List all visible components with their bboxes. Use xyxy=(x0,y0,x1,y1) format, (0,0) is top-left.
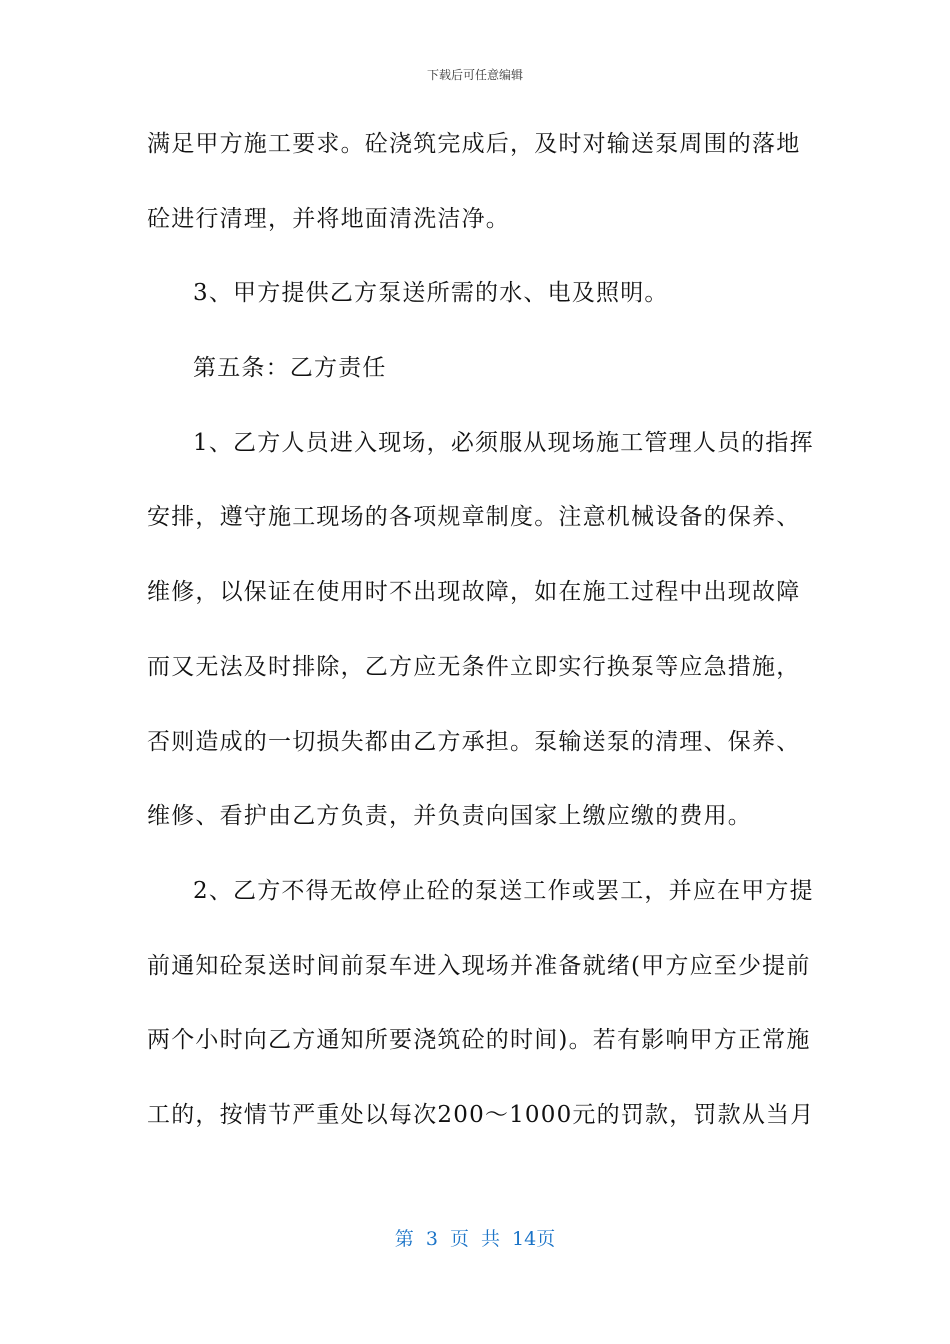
document-body xyxy=(147,124,815,1170)
text-line: 维修、看护由乙方负责，并负责向国家上缴应缴的费用。 xyxy=(147,803,752,830)
text-line: 满足甲方施工要求。砼浇筑完成后，及时对输送泵周围的落地 xyxy=(147,131,801,157)
page-header-note: 下载后可任意编辑 xyxy=(426,68,523,82)
text-line: 维修，以保证在使用时不出现故障，如在施工过程中出现故障 xyxy=(147,579,801,606)
text-line: 否则造成的一切损失都由乙方承担。泵输送泵的清理、保养、 xyxy=(147,728,801,755)
text-line: 2、乙方不得无故停止砼的泵送工作或罢工，并应在甲方提 xyxy=(193,877,814,904)
text-line: 两个小时向乙方通知所要浇筑砼的时间)。若有影响甲方正常施 xyxy=(147,1027,811,1054)
section-heading: 第五条：乙方责任 xyxy=(193,355,387,382)
text-line: 1、乙方人员进入现场，必须服从现场施工管理人员的指挥 xyxy=(193,429,814,456)
text-line: 前通知砼泵送时间前泵车进入现场并准备就绪(甲方应至少提前 xyxy=(147,952,811,979)
text-line: 砼进行清理，并将地面清洗洁净。 xyxy=(147,205,510,232)
text-line: 安排，遵守施工现场的各项规章制度。注意机械设备的保养、 xyxy=(147,504,801,531)
text-line: 3、甲方提供乙方泵送所需的水、电及照明。 xyxy=(193,280,669,307)
page-number-footer: 第 3 页 共 14页 xyxy=(394,1228,556,1250)
text-line: 工的，按情节严重处以每次200～1000元的罚款，罚款从当月 xyxy=(147,1101,815,1128)
text-line: 而又无法及时排除，乙方应无条件立即实行换泵等应急措施， xyxy=(147,653,801,680)
